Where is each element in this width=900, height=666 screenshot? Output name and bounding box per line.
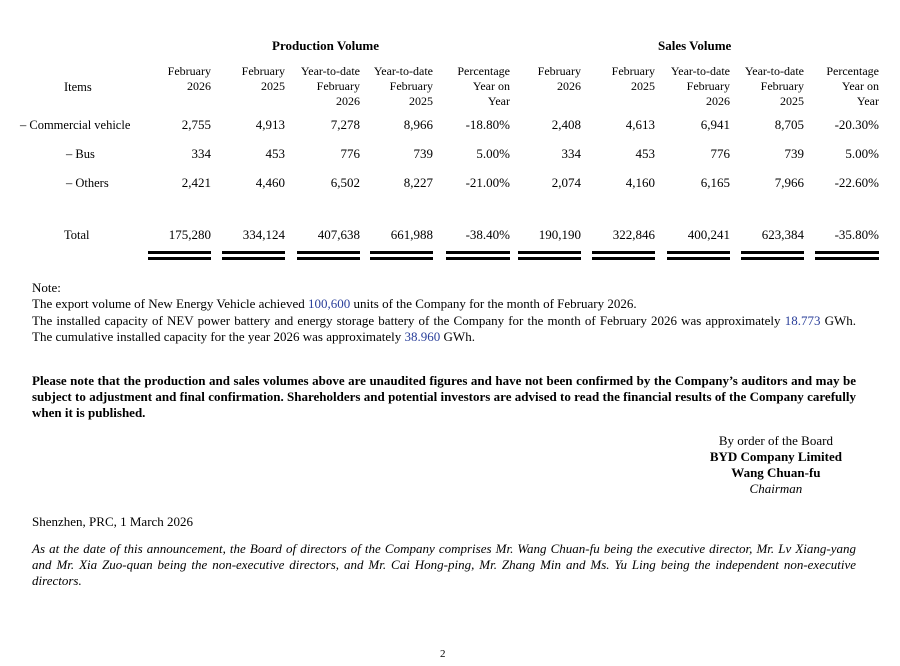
table-cell: 453 (265, 146, 285, 161)
table-cell: 2,408 (551, 117, 581, 132)
note-installed-capacity: The installed capacity of NEV power battery and energy storage battery of the Company for the month of February 2026 was approximately 18.773 GWh. The cumulative installed capacity for the year 2026 was approximately 38.960 GWh. (32, 313, 856, 344)
table-cell: -18.80% (465, 117, 510, 132)
table-cell: 776 (710, 146, 730, 161)
column-header-7 (575, 64, 655, 94)
column-header-line: 2025 (261, 79, 285, 93)
disclaimer-paragraph: Please note that the production and sales volumes above are unaudited figures and have not been confirmed by the Company’s auditors and may be subject to adjustment and final confirmation. Shareholders and potential investors are advised to read the financial results of the Company carefully when it is published. (32, 373, 856, 420)
column-header-line: Year on (841, 79, 879, 93)
table-cell: 623,384 (761, 227, 804, 242)
column-header-line: 2026 (187, 79, 211, 93)
column-header-line: 2025 (631, 79, 655, 93)
column-header-line: 2025 (780, 94, 804, 108)
export-volume-value: 100,600 (308, 296, 351, 311)
table-cell: -38.40% (465, 227, 510, 242)
monthly-capacity-value: 18.773 (784, 313, 821, 328)
column-header-line: Year-to-date (670, 64, 730, 78)
table-cell: 8,227 (403, 175, 433, 190)
column-header-line: February (611, 64, 655, 78)
table-cell: -21.00% (465, 175, 510, 190)
column-header-line: Percentage (457, 64, 510, 78)
row-label-others: – Others (66, 176, 109, 190)
column-header-9 (724, 64, 804, 109)
double-underline (446, 251, 510, 260)
table-cell: 7,966 (774, 175, 804, 190)
column-header-line: Percentage (826, 64, 879, 78)
double-underline (518, 251, 581, 260)
table-cell: 334,124 (242, 227, 285, 242)
table-cell: 4,460 (255, 175, 285, 190)
place-date: Shenzhen, PRC, 1 March 2026 (32, 514, 194, 529)
double-underline (148, 251, 211, 260)
column-header-line: Year (856, 94, 879, 108)
page-number: 2 (440, 648, 446, 660)
column-header-line: February (167, 64, 211, 78)
double-underline (667, 251, 730, 260)
table-cell: 4,160 (625, 175, 655, 190)
column-header-3 (280, 64, 360, 109)
double-underline (222, 251, 285, 260)
cumulative-capacity-value: 38.960 (404, 329, 441, 344)
column-header-2 (205, 64, 285, 94)
column-header-6 (501, 64, 581, 94)
column-header-line: 2026 (557, 79, 581, 93)
column-header-line: Year on (472, 79, 510, 93)
row-label-total: Total (64, 228, 90, 242)
sales-volume-heading: Sales Volume (658, 38, 732, 53)
table-cell: 175,280 (168, 227, 211, 242)
table-cell: 7,278 (330, 117, 360, 132)
row-label-commercial-vehicle: – Commercial vehicle (20, 118, 131, 132)
double-underline (741, 251, 804, 260)
table-cell: 334 (191, 146, 211, 161)
signature-block (710, 433, 842, 497)
double-underline (592, 251, 655, 260)
column-header-line: February (389, 79, 433, 93)
column-header-line: 2026 (706, 94, 730, 108)
column-header-line: February (316, 79, 360, 93)
double-underline (297, 251, 360, 260)
table-cell: 8,705 (774, 117, 804, 132)
table-cell: -22.60% (834, 175, 879, 190)
note-export-volume: The export volume of New Energy Vehicle achieved 100,600 units of the Company for the month of February 2026. (32, 296, 637, 311)
items-header: Items (64, 80, 92, 94)
column-header-line: 2025 (409, 94, 433, 108)
table-cell: 2,421 (181, 175, 211, 190)
double-underline (370, 251, 433, 260)
table-cell: 8,966 (403, 117, 433, 132)
table-cell: 739 (413, 146, 433, 161)
table-cell: 661,988 (390, 227, 433, 242)
table-cell: 739 (784, 146, 804, 161)
note-heading: Note: (32, 280, 61, 295)
table-cell: 453 (635, 146, 655, 161)
table-cell: 4,613 (625, 117, 655, 132)
column-header-4 (353, 64, 433, 109)
table-cell: 6,941 (700, 117, 730, 132)
table-cell: 2,074 (551, 175, 581, 190)
column-header-10 (799, 64, 879, 109)
table-cell: 6,502 (330, 175, 360, 190)
table-cell: 2,755 (181, 117, 211, 132)
column-header-line: 2026 (336, 94, 360, 108)
row-label-bus: – Bus (66, 147, 95, 161)
column-header-line: February (686, 79, 730, 93)
signature-name: Wang Chuan-fu (731, 465, 821, 480)
table-cell: 5.00% (476, 146, 510, 161)
table-cell: 776 (340, 146, 360, 161)
column-header-line: Year (487, 94, 510, 108)
column-header-1 (131, 64, 211, 94)
table-cell: 407,638 (317, 227, 360, 242)
table-cell: 334 (561, 146, 581, 161)
table-cell: 5.00% (845, 146, 879, 161)
column-header-line: February (760, 79, 804, 93)
table-cell: -20.30% (834, 117, 879, 132)
double-underline (815, 251, 879, 260)
table-cell: 400,241 (687, 227, 730, 242)
column-header-line: Year-to-date (744, 64, 804, 78)
signature-company: BYD Company Limited (709, 449, 842, 464)
column-header-8 (650, 64, 730, 109)
column-header-line: February (241, 64, 285, 78)
table-cell: 190,190 (538, 227, 581, 242)
signature-title: Chairman (749, 481, 803, 496)
column-header-line: Year-to-date (300, 64, 360, 78)
column-header-5 (430, 64, 510, 109)
signature-board-line: By order of the Board (718, 433, 833, 448)
table-cell: -35.80% (834, 227, 879, 242)
table-cell: 6,165 (700, 175, 730, 190)
table-cell: 322,846 (612, 227, 655, 242)
column-header-line: February (537, 64, 581, 78)
board-statement: As at the date of this announcement, the Board of directors of the Company comprises Mr. Wang Chuan-fu being the executive director, Mr. Lv Xiang-yang and Mr. Xia Zuo-quan being the non-executive directors, and Mr. Cai Hong-ping, Mr. Zhang Min and Ms. Yu Ling being the independent non-executive directors. (32, 541, 856, 588)
column-header-line: Year-to-date (373, 64, 433, 78)
production-volume-heading: Production Volume (272, 38, 380, 53)
table-cell: 4,913 (255, 117, 285, 132)
